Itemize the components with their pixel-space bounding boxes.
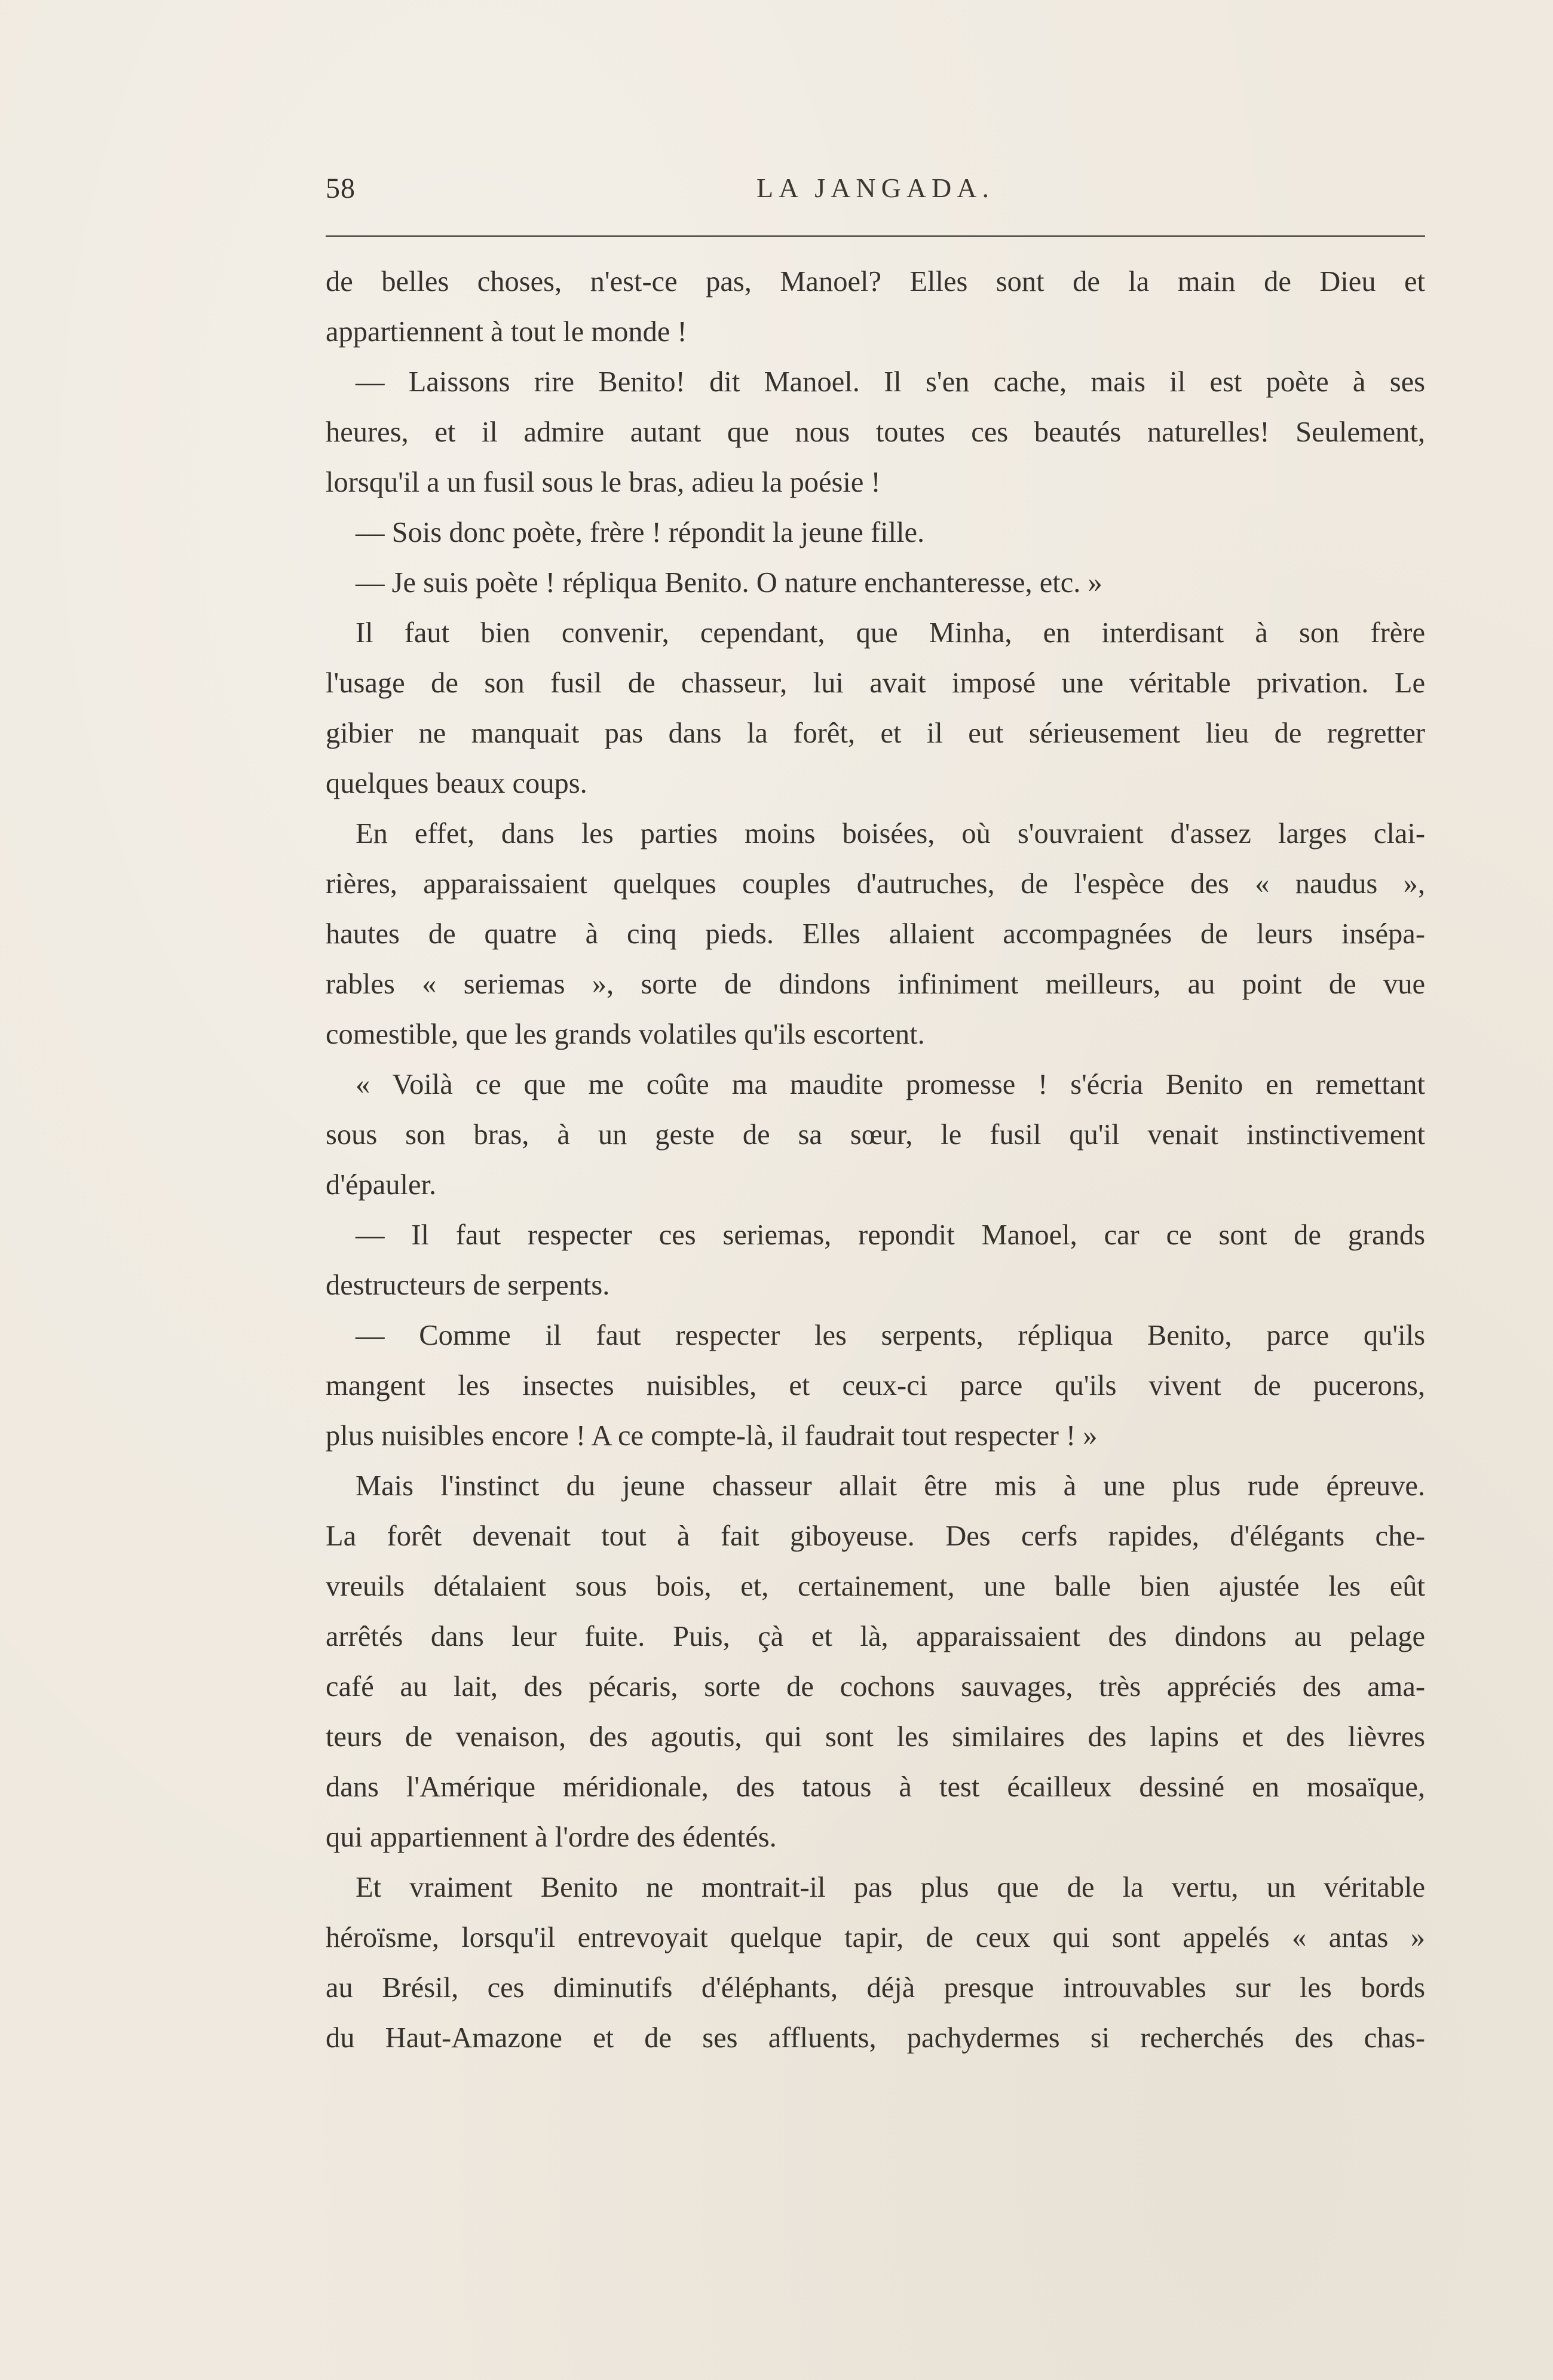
text-line: de belles choses, n'est-ce pas, Manoel? Elles sont de la main de Dieu et (326, 266, 1425, 298)
text-line: — Sois donc poète, frère ! répondit la jeune fille. (356, 517, 925, 548)
text-line: appartiennent à tout le monde ! (326, 316, 687, 348)
text-line: gibier ne manquait pas dans la forêt, et il eut sérieusement lieu de regretter (326, 717, 1425, 749)
text-line: — Comme il faut respecter les serpents, répliqua Benito, parce qu'ils (356, 1320, 1425, 1351)
text-line: « Voilà ce que me coûte ma maudite promesse ! s'écria Benito en remettant (356, 1069, 1425, 1100)
text-line: rables « seriemas », sorte de dindons infiniment meilleurs, au point de vue (326, 968, 1425, 1000)
text-line: destructeurs de serpents. (326, 1269, 610, 1301)
body-text (326, 257, 1425, 2063)
text-line: vreuils détalaient sous bois, et, certainement, une balle bien ajustée les eût (326, 1571, 1425, 1602)
running-title: LA JANGADA. (756, 173, 994, 203)
text-line: mangent les insectes nuisibles, et ceux-ci parce qu'ils vivent de pucerons, (326, 1370, 1425, 1401)
text-line: café au lait, des pécaris, sorte de cochons sauvages, très appréciés des ama- (326, 1671, 1425, 1703)
text-line: d'épauler. (326, 1169, 437, 1201)
text-line: hautes de quatre à cinq pieds. Elles allaient accompagnées de leurs insépa- (326, 918, 1425, 950)
text-line: La forêt devenait tout à fait giboyeuse. Des cerfs rapides, d'élégants che- (326, 1520, 1425, 1552)
text-line: lorsqu'il a un fusil sous le bras, adieu la poésie ! (326, 467, 881, 498)
text-line: Et vraiment Benito ne montrait-il pas plus que de la vertu, un véritable (356, 1872, 1425, 1903)
text-line: En effet, dans les parties moins boisées, où s'ouvraient d'assez larges clai- (356, 818, 1425, 849)
text-line: Il faut bien convenir, cependant, que Minha, en interdisant à son frère (356, 617, 1425, 649)
text-line: l'usage de son fusil de chasseur, lui avait imposé une véritable privation. Le (326, 667, 1425, 699)
header-rule (326, 235, 1425, 237)
text-line: du Haut-Amazone et de ses affluents, pachydermes si recherchés des chas- (326, 2022, 1425, 2054)
text-line: heures, et il admire autant que nous toutes ces beautés naturelles! Seulement, (326, 416, 1425, 448)
text-line: qui appartiennent à l'ordre des édentés. (326, 1821, 777, 1853)
page-number: 58 (326, 173, 356, 204)
text-line: arrêtés dans leur fuite. Puis, çà et là, apparaissaient des dindons au pelage (326, 1621, 1425, 1652)
text-line: comestible, que les grands volatiles qu'ils escortent. (326, 1019, 925, 1050)
text-line: — Laissons rire Benito! dit Manoel. Il s'en cache, mais il est poète à ses (356, 366, 1425, 398)
text-line: dans l'Amérique méridionale, des tatous à test écailleux dessiné en mosaïque, (326, 1771, 1425, 1803)
text-line: — Il faut respecter ces seriemas, repondit Manoel, car ce sont de grands (356, 1219, 1425, 1251)
text-line: quelques beaux coups. (326, 768, 587, 799)
text-line: plus nuisibles encore ! A ce compte-là, il faudrait tout respecter ! » (326, 1420, 1098, 1452)
text-line: teurs de venaison, des agoutis, qui sont les similaires des lapins et des lièvres (326, 1721, 1425, 1753)
text-line: sous son bras, à un geste de sa sœur, le fusil qu'il venait instinctivement (326, 1119, 1425, 1151)
text-line: — Je suis poète ! répliqua Benito. O nature enchanteresse, etc. » (356, 567, 1102, 599)
text-line: héroïsme, lorsqu'il entrevoyait quelque tapir, de ceux qui sont appelés « antas » (326, 1922, 1425, 1953)
text-line: au Brésil, ces diminutifs d'éléphants, déjà presque introuvables sur les bords (326, 1972, 1425, 2004)
page-header (326, 172, 1425, 220)
text-line: rières, apparaissaient quelques couples d'autruches, de l'espèce des « naudus », (326, 868, 1425, 900)
text-line: Mais l'instinct du jeune chasseur allait être mis à une plus rude épreuve. (356, 1470, 1425, 1502)
